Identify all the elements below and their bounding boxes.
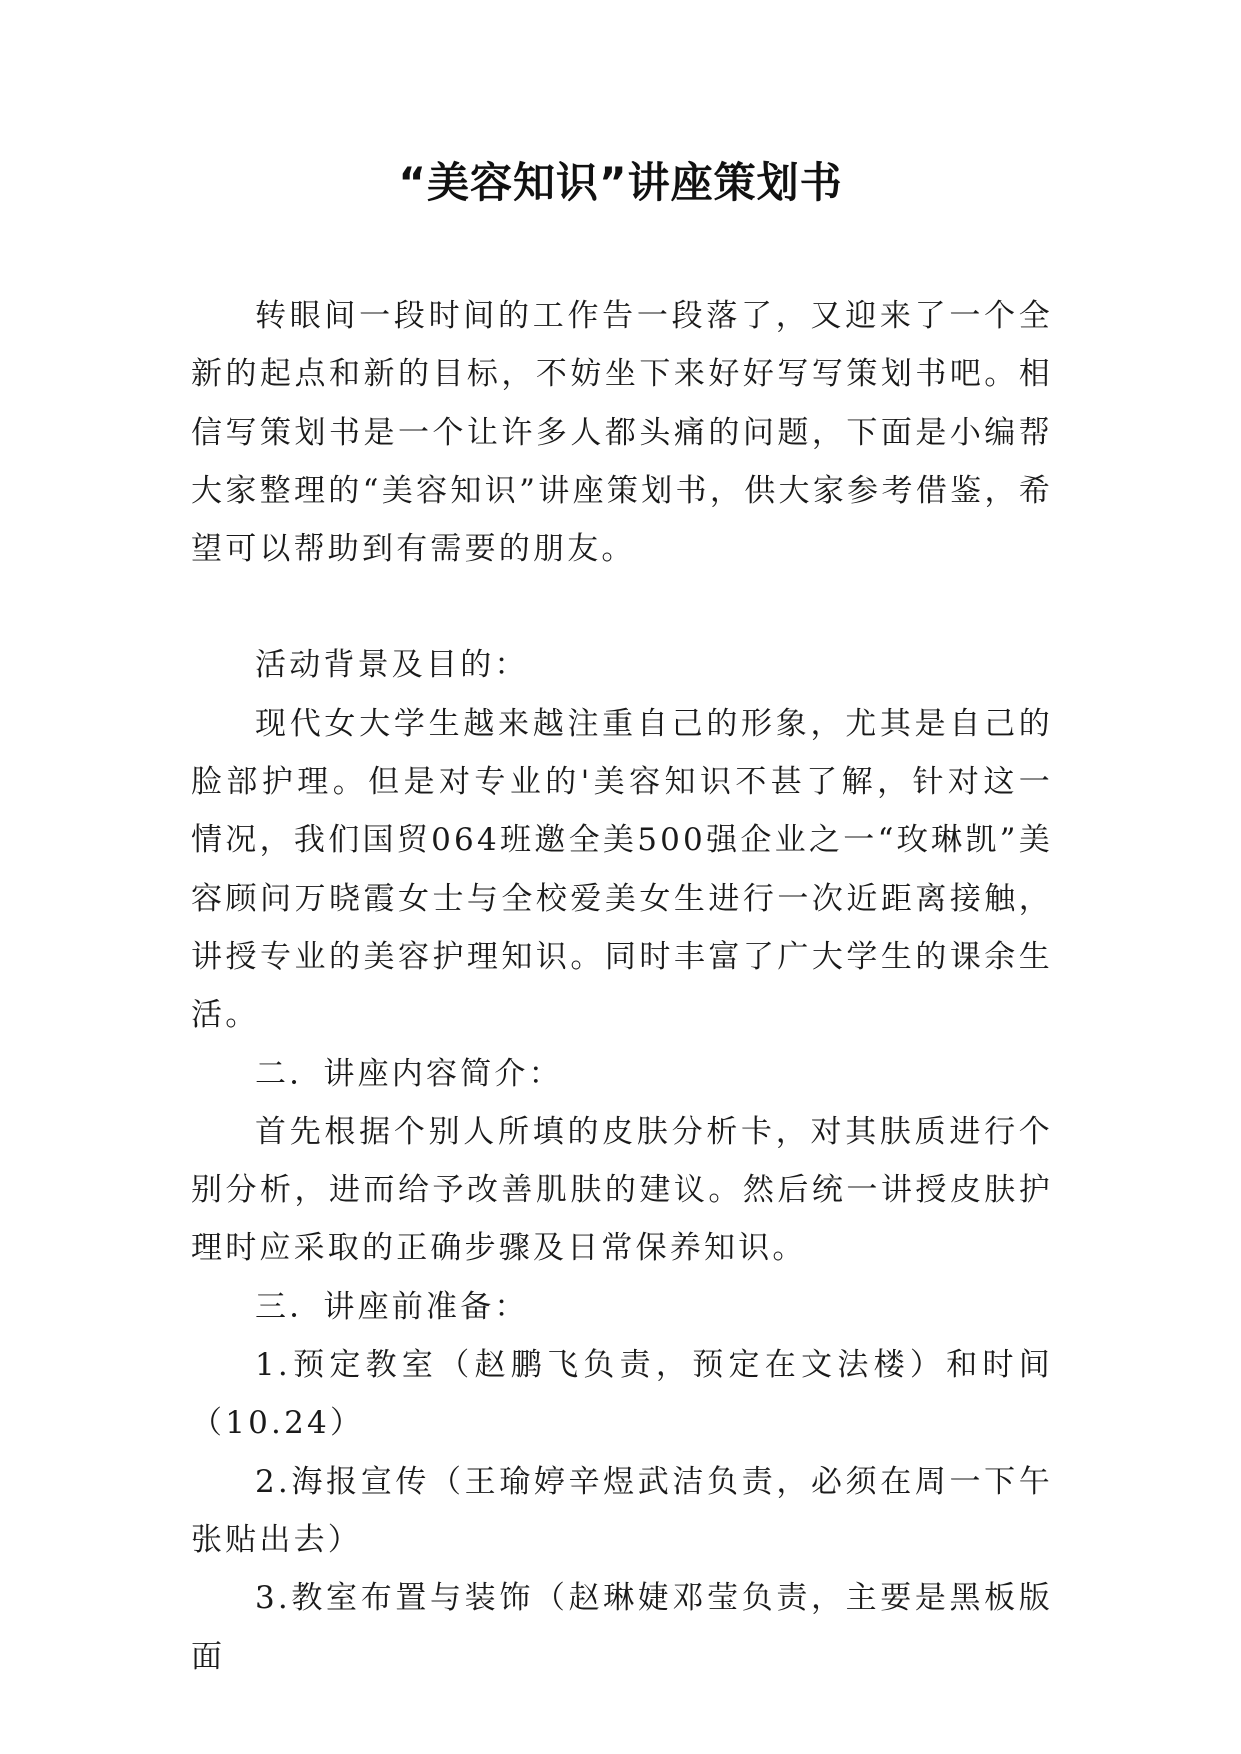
list-item-2: 2.海报宣传（王瑜婷辛煜武洁负责，必须在周一下午张贴出去） [191, 1463, 1053, 1558]
document-title: “美容知识”讲座策划书 [398, 158, 843, 207]
list-item-3: 3.教室布置与装饰（赵琳婕邓莹负责，主要是黑板版面 [191, 1580, 1053, 1675]
section1-heading: 活动背景及目的： [255, 647, 529, 684]
list-item-1: 1.预定教室（赵鹏飞负责，预定在文法楼）和时间（10.24） [191, 1347, 1053, 1442]
section2-paragraph: 首先根据个别人所填的皮肤分析卡，对其肤质进行个别分析，进而给予改善肌肤的建议。然后统一讲授皮肤护理时应采取的正确步骤及日常保养知识。 [191, 1113, 1053, 1267]
intro-paragraph: 转眼间一段时间的工作告一段落了，又迎来了一个全新的起点和新的目标，不妨坐下来好好写写策划书吧。相信写策划书是一个让许多人都头痛的问题，下面是小编帮大家整理的“美容知识”讲座策划书，供大家参考借鉴，希望可以帮助到有需要的朋友。 [191, 298, 1053, 568]
section1-paragraph: 现代女大学生越来越注重自己的形象，尤其是自己的脸部护理。但是对专业的'美容知识不甚了解，针对这一情况，我们国贸064班邀全美500强企业之一“玫琳凯”美容顾问万晓霞女士与全校爱美女生进行一次近距离接触，讲授专业的美容护理知识。同时丰富了广大学生的课余生活。 [191, 705, 1053, 1034]
document-body [191, 287, 1053, 1686]
section2-heading: 二．讲座内容简介： [255, 1055, 563, 1092]
paragraph-gap [191, 578, 1053, 636]
section3-heading: 三．讲座前准备： [255, 1288, 529, 1325]
